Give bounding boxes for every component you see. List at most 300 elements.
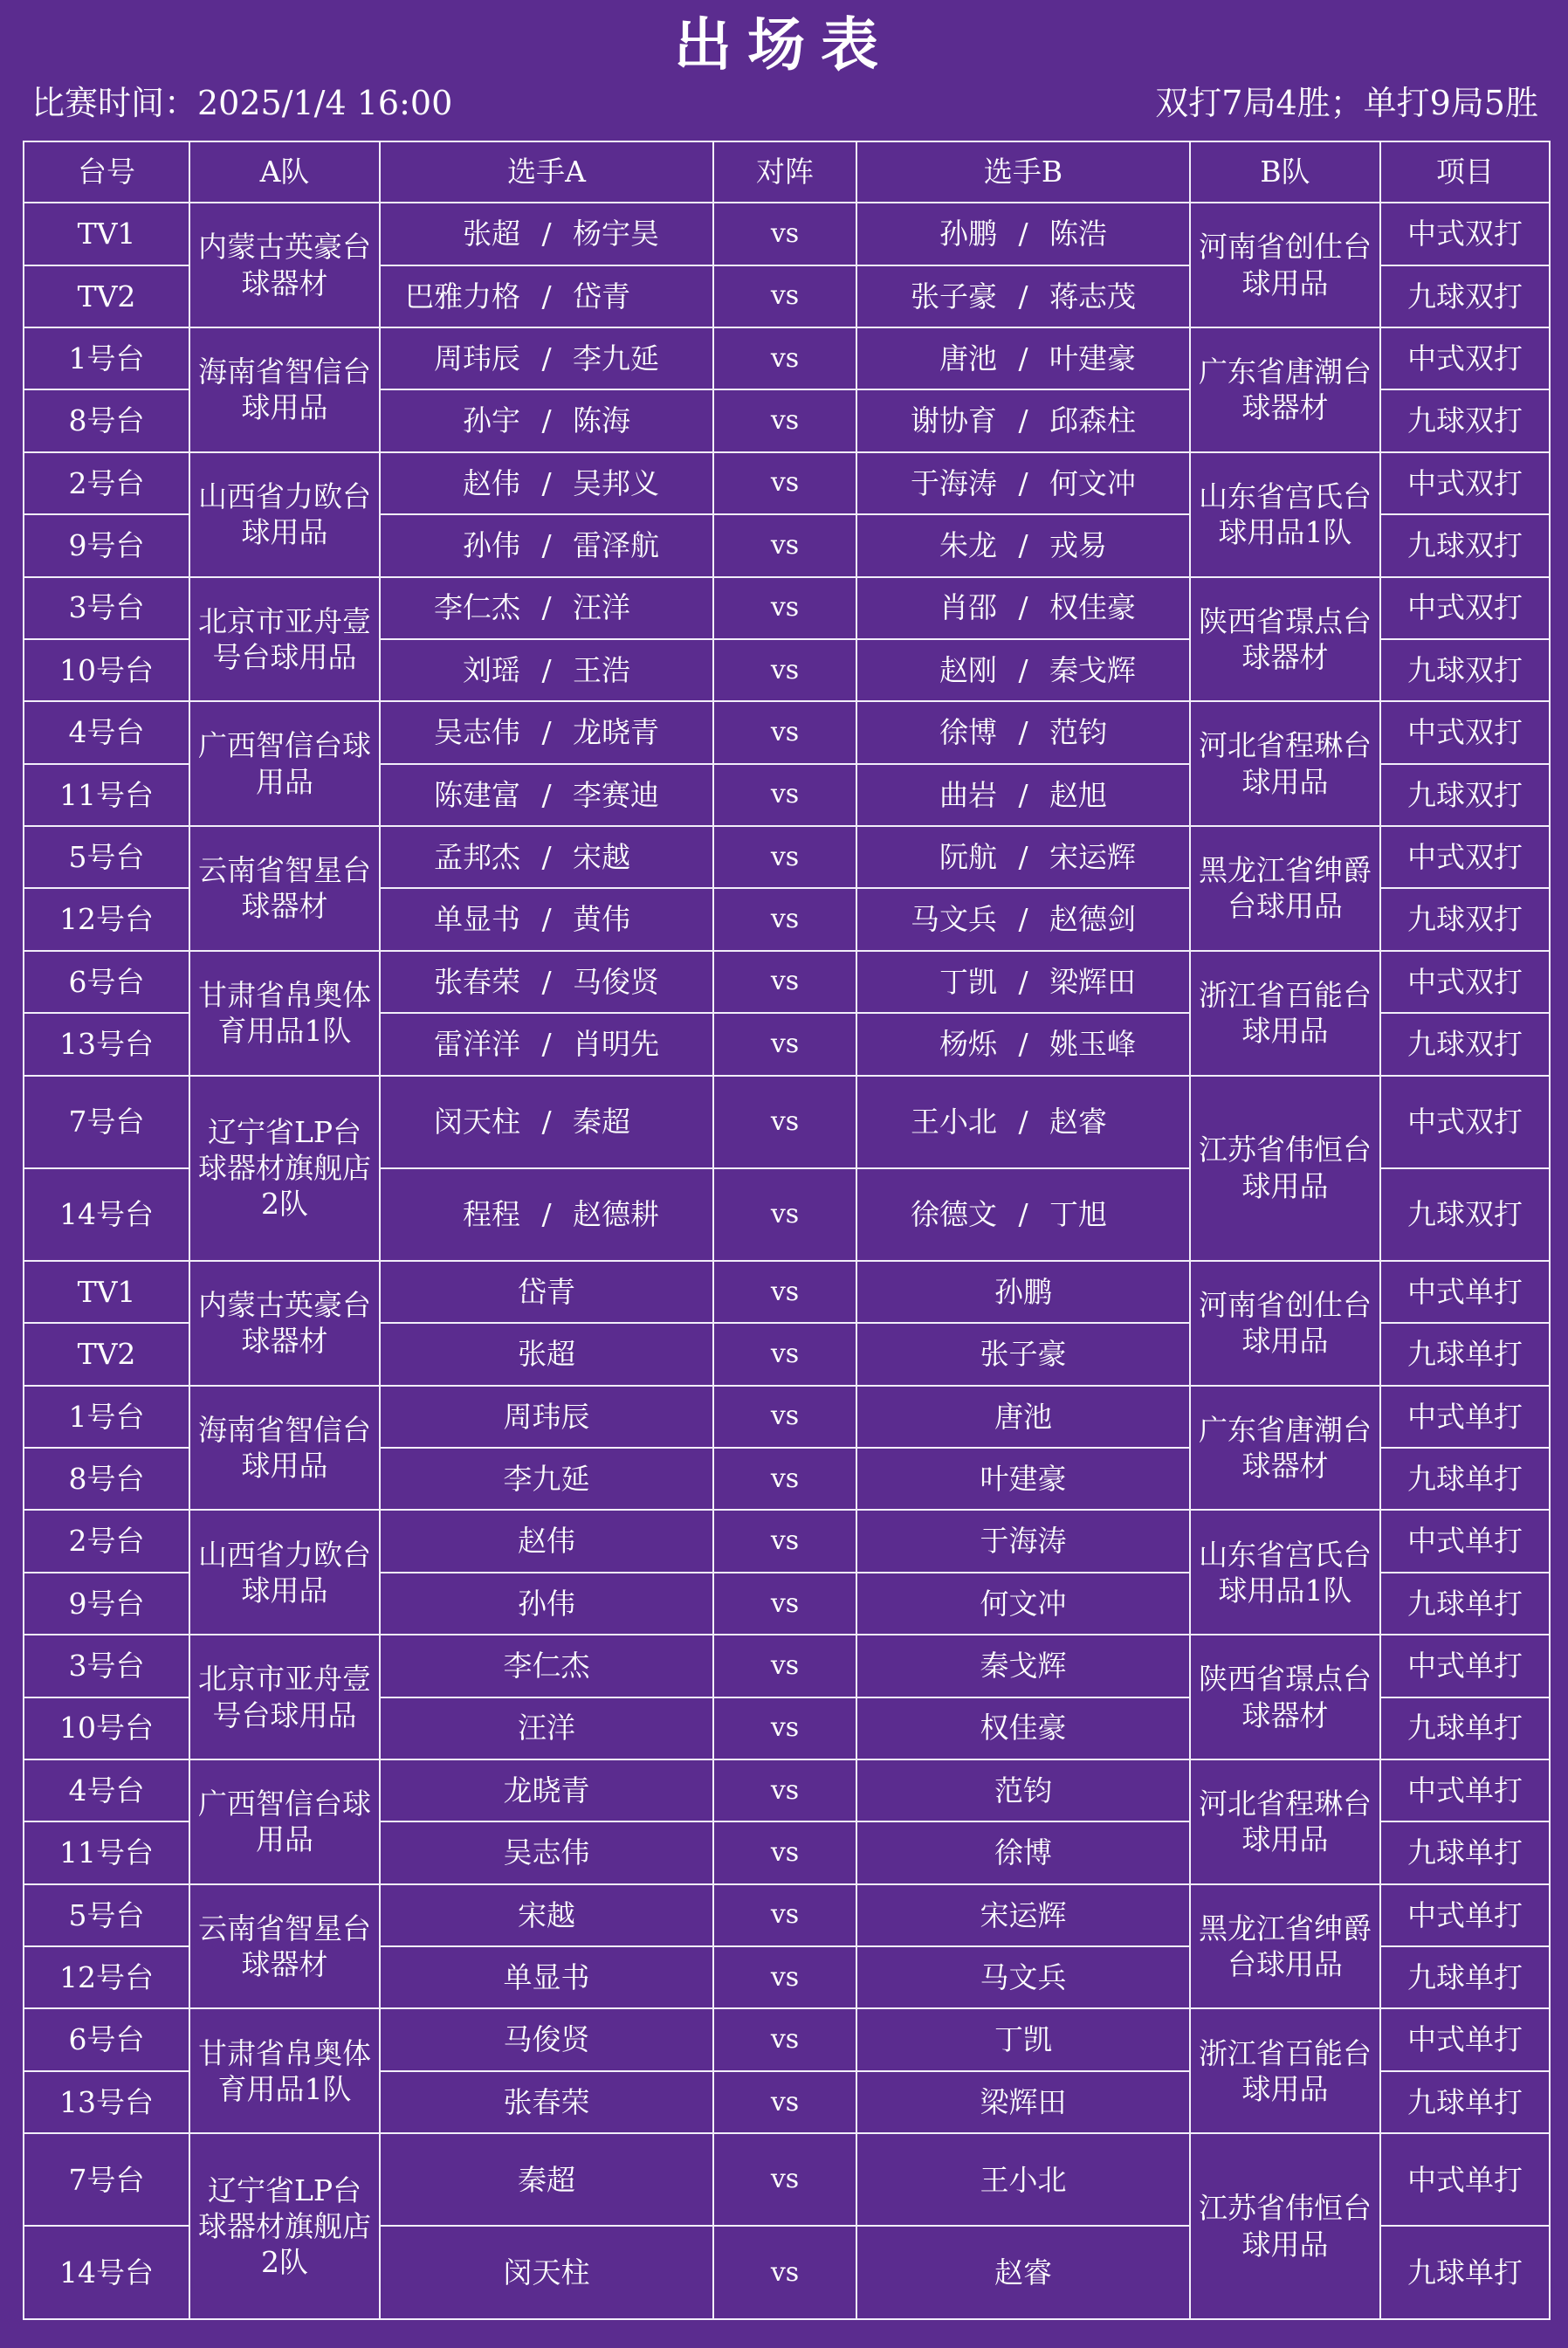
player-b-cell: 宋运辉 <box>856 1884 1190 1946</box>
event-cell: 九球单打 <box>1380 1573 1550 1635</box>
player-b-cell: 秦戈辉 <box>856 1635 1190 1697</box>
player-b2: 戎易 <box>1049 528 1107 563</box>
player-b1: 于海涛 <box>911 465 997 500</box>
player-a-cell: 马俊贤 <box>380 2008 713 2070</box>
players-a-cell <box>380 327 713 389</box>
table-number-cell: TV1 <box>24 1261 189 1323</box>
event-cell: 九球单打 <box>1380 1821 1550 1883</box>
player-a-cell: 秦超 <box>380 2133 713 2226</box>
pair-separator: / <box>1018 528 1028 563</box>
players-b-cell <box>856 327 1190 389</box>
player-a-cell: 李九延 <box>380 1448 713 1510</box>
players-a-cell <box>380 265 713 327</box>
team-a-cell: 广西智信台球用品 <box>189 701 380 826</box>
player-a-cell: 孙伟 <box>380 1573 713 1635</box>
team-a-cell: 内蒙古英豪台球器材 <box>189 1261 380 1386</box>
table-number-cell: 5号台 <box>24 1884 189 1946</box>
event-cell: 九球双打 <box>1380 265 1550 327</box>
table-row <box>24 577 1550 639</box>
player-b-cell: 张子豪 <box>856 1323 1190 1385</box>
team-b-cell: 江苏省伟恒台球用品 <box>1190 2133 1380 2319</box>
table-row <box>24 2008 1550 2070</box>
pair-separator: / <box>541 715 552 750</box>
player-a2: 汪洋 <box>573 590 630 625</box>
player-a-cell: 闵天柱 <box>380 2226 713 2319</box>
table-number-cell: 7号台 <box>24 1076 189 1168</box>
player-b1: 谢协育 <box>911 403 997 438</box>
team-a-cell: 甘肃省帛奥体育用品1队 <box>189 951 380 1076</box>
column-header: 选手B <box>856 141 1190 203</box>
table-number-cell: 5号台 <box>24 826 189 888</box>
table-number-cell: 7号台 <box>24 2133 189 2226</box>
table-row <box>24 1635 1550 1697</box>
players-b-cell <box>856 1168 1190 1261</box>
table-number-cell: 1号台 <box>24 1386 189 1448</box>
player-b1: 杨烁 <box>939 1027 997 1062</box>
lineup-table-body <box>24 141 1550 2319</box>
player-a-cell: 岱青 <box>380 1261 713 1323</box>
player-a1: 陈建富 <box>434 777 520 812</box>
players-b-cell <box>856 203 1190 265</box>
player-b2: 梁辉田 <box>1049 964 1136 999</box>
event-cell: 中式单打 <box>1380 1635 1550 1697</box>
player-b2: 赵旭 <box>1049 777 1107 812</box>
pair-separator: / <box>541 964 552 999</box>
pair-separator: / <box>1018 590 1028 625</box>
player-b-cell: 唐池 <box>856 1386 1190 1448</box>
team-b-cell: 河南省创仕台球用品 <box>1190 203 1380 327</box>
team-b-cell: 陕西省璟点台球器材 <box>1190 577 1380 702</box>
player-a1: 刘瑶 <box>463 652 520 687</box>
player-a1: 程程 <box>463 1197 520 1232</box>
players-a-cell <box>380 764 713 826</box>
player-b1: 孙鹏 <box>939 217 997 251</box>
pair-separator: / <box>1018 279 1028 313</box>
player-a2: 王浩 <box>573 652 630 687</box>
players-b-cell <box>856 701 1190 763</box>
team-b-cell: 山东省宫氏台球用品1队 <box>1190 452 1380 577</box>
player-a2: 龙晓青 <box>573 715 659 750</box>
table-row <box>24 452 1550 514</box>
table-number-cell: 8号台 <box>24 1448 189 1510</box>
players-a-cell <box>380 452 713 514</box>
player-b1: 肖邵 <box>939 590 997 625</box>
player-b2: 陈浩 <box>1049 217 1107 251</box>
team-b-cell: 浙江省百能台球用品 <box>1190 2008 1380 2133</box>
pair-separator: / <box>1018 403 1028 438</box>
event-cell: 九球单打 <box>1380 1448 1550 1510</box>
versus-cell: vs <box>713 265 856 327</box>
team-b-cell: 陕西省璟点台球器材 <box>1190 1635 1380 1759</box>
team-a-cell: 辽宁省LP台球器材旗舰店2队 <box>189 2133 380 2319</box>
team-a-cell: 北京市亚舟壹号台球用品 <box>189 577 380 702</box>
table-number-cell: 11号台 <box>24 1821 189 1883</box>
lineup-table <box>23 141 1551 2320</box>
pair-separator: / <box>1018 217 1028 251</box>
versus-cell: vs <box>713 514 856 576</box>
column-header: 项目 <box>1380 141 1550 203</box>
player-b-cell: 赵睿 <box>856 2226 1190 2319</box>
event-cell: 中式单打 <box>1380 1261 1550 1323</box>
player-a1: 闵天柱 <box>434 1104 520 1139</box>
player-b1: 朱龙 <box>939 528 997 563</box>
player-b1: 王小北 <box>911 1104 997 1139</box>
event-cell: 九球双打 <box>1380 888 1550 950</box>
versus-cell: vs <box>713 1821 856 1883</box>
players-a-cell <box>380 1168 713 1261</box>
player-a-cell: 周玮辰 <box>380 1386 713 1448</box>
versus-cell: vs <box>713 1573 856 1635</box>
players-b-cell <box>856 1013 1190 1075</box>
versus-cell: vs <box>713 701 856 763</box>
player-a2: 马俊贤 <box>573 964 659 999</box>
player-a2: 肖明先 <box>573 1027 659 1062</box>
pair-separator: / <box>541 1027 552 1062</box>
players-b-cell <box>856 764 1190 826</box>
pair-separator: / <box>1018 902 1028 937</box>
page-title: 出场表 <box>674 10 894 79</box>
player-a2: 岱青 <box>573 279 630 313</box>
pair-separator: / <box>541 341 552 375</box>
player-b-cell: 梁辉田 <box>856 2071 1190 2133</box>
pair-separator: / <box>1018 341 1028 375</box>
player-a-cell: 单显书 <box>380 1946 713 2008</box>
versus-cell: vs <box>713 1884 856 1946</box>
versus-cell: vs <box>713 1946 856 2008</box>
player-b1: 张子豪 <box>911 279 997 313</box>
player-b2: 宋运辉 <box>1049 839 1136 874</box>
player-a1: 吴志伟 <box>434 715 520 750</box>
table-number-cell: TV1 <box>24 203 189 265</box>
team-b-cell: 黑龙江省绅爵台球用品 <box>1190 826 1380 951</box>
player-a1: 巴雅力格 <box>405 279 520 313</box>
pair-separator: / <box>1018 964 1028 999</box>
players-b-cell <box>856 639 1190 701</box>
player-b2: 丁旭 <box>1049 1197 1107 1232</box>
match-rule: 双打7局4胜；单打9局5胜 <box>1155 84 1538 122</box>
player-b2: 蒋志茂 <box>1049 279 1136 313</box>
versus-cell: vs <box>713 1448 856 1510</box>
player-b-cell: 孙鹏 <box>856 1261 1190 1323</box>
table-number-cell: 1号台 <box>24 327 189 389</box>
players-a-cell <box>380 701 713 763</box>
pair-separator: / <box>541 902 552 937</box>
table-number-cell: 13号台 <box>24 1013 189 1075</box>
pair-separator: / <box>541 279 552 313</box>
players-a-cell <box>380 888 713 950</box>
player-a-cell: 汪洋 <box>380 1697 713 1759</box>
players-b-cell <box>856 514 1190 576</box>
table-number-cell: 12号台 <box>24 888 189 950</box>
table-row <box>24 1386 1550 1448</box>
players-a-cell <box>380 826 713 888</box>
versus-cell: vs <box>713 1323 856 1385</box>
player-b1: 徐博 <box>939 715 997 750</box>
table-row <box>24 1076 1550 1168</box>
player-a2: 黄伟 <box>573 902 630 937</box>
table-number-cell: 10号台 <box>24 1697 189 1759</box>
player-b1: 阮航 <box>939 839 997 874</box>
player-a1: 李仁杰 <box>434 590 520 625</box>
team-b-cell: 河北省程琳台球用品 <box>1190 701 1380 826</box>
event-cell: 九球双打 <box>1380 514 1550 576</box>
team-a-cell: 北京市亚舟壹号台球用品 <box>189 1635 380 1759</box>
table-number-cell: 10号台 <box>24 639 189 701</box>
players-b-cell <box>856 265 1190 327</box>
event-cell: 九球双打 <box>1380 764 1550 826</box>
event-cell: 中式双打 <box>1380 701 1550 763</box>
column-header: 选手A <box>380 141 713 203</box>
player-a-cell: 宋越 <box>380 1884 713 1946</box>
event-cell: 九球单打 <box>1380 1323 1550 1385</box>
versus-cell: vs <box>713 826 856 888</box>
column-header: A队 <box>189 141 380 203</box>
player-b2: 赵睿 <box>1049 1104 1107 1139</box>
player-a2: 宋越 <box>573 839 630 874</box>
team-b-cell: 浙江省百能台球用品 <box>1190 951 1380 1076</box>
player-b-cell: 丁凯 <box>856 2008 1190 2070</box>
player-b-cell: 叶建豪 <box>856 1448 1190 1510</box>
column-header: 对阵 <box>713 141 856 203</box>
pair-separator: / <box>541 777 552 812</box>
player-b-cell: 何文冲 <box>856 1573 1190 1635</box>
players-b-cell <box>856 951 1190 1013</box>
player-b2: 赵德剑 <box>1049 902 1136 937</box>
player-a-cell: 李仁杰 <box>380 1635 713 1697</box>
versus-cell: vs <box>713 203 856 265</box>
event-cell: 中式双打 <box>1380 577 1550 639</box>
table-number-cell: 14号台 <box>24 2226 189 2319</box>
table-number-cell: 3号台 <box>24 577 189 639</box>
team-a-cell: 海南省智信台球用品 <box>189 327 380 452</box>
player-a2: 赵德耕 <box>573 1197 659 1232</box>
player-a1: 孙宇 <box>463 403 520 438</box>
team-a-cell: 山西省力欧台球用品 <box>189 1510 380 1635</box>
players-a-cell <box>380 639 713 701</box>
event-cell: 中式双打 <box>1380 826 1550 888</box>
event-cell: 中式单打 <box>1380 2008 1550 2070</box>
player-a1: 孟邦杰 <box>434 839 520 874</box>
player-a2: 李九延 <box>573 341 659 375</box>
player-b2: 权佳豪 <box>1049 590 1136 625</box>
versus-cell: vs <box>713 1697 856 1759</box>
team-b-cell: 广东省唐潮台球器材 <box>1190 327 1380 452</box>
player-b2: 叶建豪 <box>1049 341 1136 375</box>
table-number-cell: 3号台 <box>24 1635 189 1697</box>
versus-cell: vs <box>713 639 856 701</box>
table-row <box>24 951 1550 1013</box>
player-b2: 范钧 <box>1049 715 1107 750</box>
event-cell: 中式双打 <box>1380 452 1550 514</box>
table-number-cell: 11号台 <box>24 764 189 826</box>
versus-cell: vs <box>713 1759 856 1821</box>
player-a-cell: 张超 <box>380 1323 713 1385</box>
pair-separator: / <box>1018 839 1028 874</box>
versus-cell: vs <box>713 1168 856 1261</box>
pair-separator: / <box>1018 652 1028 687</box>
event-cell: 中式单打 <box>1380 1510 1550 1572</box>
team-b-cell: 江苏省伟恒台球用品 <box>1190 1076 1380 1261</box>
pair-separator: / <box>541 1197 552 1232</box>
player-a2: 秦超 <box>573 1104 630 1139</box>
player-a-cell: 张春荣 <box>380 2071 713 2133</box>
versus-cell: vs <box>713 1261 856 1323</box>
team-a-cell: 辽宁省LP台球器材旗舰店2队 <box>189 1076 380 1261</box>
column-header: B队 <box>1190 141 1380 203</box>
table-number-cell: 6号台 <box>24 2008 189 2070</box>
player-a1: 孙伟 <box>463 528 520 563</box>
event-cell: 中式双打 <box>1380 327 1550 389</box>
table-row <box>24 1884 1550 1946</box>
event-cell: 中式双打 <box>1380 951 1550 1013</box>
player-a-cell: 吴志伟 <box>380 1821 713 1883</box>
versus-cell: vs <box>713 2008 856 2070</box>
players-a-cell <box>380 203 713 265</box>
versus-cell: vs <box>713 327 856 389</box>
player-b1: 马文兵 <box>911 902 997 937</box>
table-number-cell: 14号台 <box>24 1168 189 1261</box>
player-a2: 杨宇昊 <box>573 217 659 251</box>
team-a-cell: 内蒙古英豪台球器材 <box>189 203 380 327</box>
event-cell: 中式双打 <box>1380 1076 1550 1168</box>
player-a2: 李赛迪 <box>573 777 659 812</box>
event-cell: 九球单打 <box>1380 2226 1550 2319</box>
player-a1: 张超 <box>463 217 520 251</box>
player-b1: 赵刚 <box>939 652 997 687</box>
players-a-cell <box>380 389 713 451</box>
player-b-cell: 徐博 <box>856 1821 1190 1883</box>
player-b-cell: 王小北 <box>856 2133 1190 2226</box>
player-b1: 唐池 <box>939 341 997 375</box>
pair-separator: / <box>541 217 552 251</box>
versus-cell: vs <box>713 1076 856 1168</box>
event-cell: 九球单打 <box>1380 2071 1550 2133</box>
versus-cell: vs <box>713 951 856 1013</box>
pair-separator: / <box>1018 777 1028 812</box>
versus-cell: vs <box>713 1013 856 1075</box>
team-b-cell: 山东省宫氏台球用品1队 <box>1190 1510 1380 1635</box>
match-time: 比赛时间：2025/1/4 16:00 <box>31 84 453 122</box>
player-b1: 丁凯 <box>939 964 997 999</box>
table-row <box>24 327 1550 389</box>
event-cell: 中式单打 <box>1380 1759 1550 1821</box>
table-row <box>24 1510 1550 1572</box>
versus-cell: vs <box>713 389 856 451</box>
table-number-cell: 4号台 <box>24 701 189 763</box>
versus-cell: vs <box>713 452 856 514</box>
team-a-cell: 甘肃省帛奥体育用品1队 <box>189 2008 380 2133</box>
table-number-cell: 9号台 <box>24 514 189 576</box>
table-row <box>24 826 1550 888</box>
pair-separator: / <box>1018 1104 1028 1139</box>
player-a1: 张春荣 <box>434 964 520 999</box>
table-row <box>24 1261 1550 1323</box>
player-b2: 姚玉峰 <box>1049 1027 1136 1062</box>
versus-cell: vs <box>713 2226 856 2319</box>
pair-separator: / <box>541 1104 552 1139</box>
table-number-cell: 12号台 <box>24 1946 189 2008</box>
pair-separator: / <box>541 465 552 500</box>
players-b-cell <box>856 389 1190 451</box>
table-number-cell: TV2 <box>24 1323 189 1385</box>
event-cell: 九球双打 <box>1380 1168 1550 1261</box>
team-b-cell: 河南省创仕台球用品 <box>1190 1261 1380 1386</box>
players-b-cell <box>856 826 1190 888</box>
event-cell: 九球单打 <box>1380 1697 1550 1759</box>
column-header: 台号 <box>24 141 189 203</box>
player-a1: 雷洋洋 <box>434 1027 520 1062</box>
pair-separator: / <box>541 590 552 625</box>
player-a-cell: 龙晓青 <box>380 1759 713 1821</box>
table-row <box>24 1759 1550 1821</box>
versus-cell: vs <box>713 1510 856 1572</box>
versus-cell: vs <box>713 2071 856 2133</box>
table-number-cell: 8号台 <box>24 389 189 451</box>
player-a1: 单显书 <box>434 902 520 937</box>
team-a-cell: 山西省力欧台球用品 <box>189 452 380 577</box>
event-cell: 九球双打 <box>1380 639 1550 701</box>
players-b-cell <box>856 452 1190 514</box>
players-b-cell <box>856 1076 1190 1168</box>
event-cell: 中式单打 <box>1380 1884 1550 1946</box>
team-b-cell: 广东省唐潮台球器材 <box>1190 1386 1380 1511</box>
table-row <box>24 203 1550 265</box>
table-number-cell: 6号台 <box>24 951 189 1013</box>
versus-cell: vs <box>713 764 856 826</box>
versus-cell: vs <box>713 1635 856 1697</box>
table-number-cell: 4号台 <box>24 1759 189 1821</box>
player-a1: 周玮辰 <box>434 341 520 375</box>
player-a-cell: 赵伟 <box>380 1510 713 1572</box>
versus-cell: vs <box>713 1386 856 1448</box>
team-a-cell: 云南省智星台球器材 <box>189 826 380 951</box>
table-number-cell: TV2 <box>24 265 189 327</box>
event-cell: 九球双打 <box>1380 1013 1550 1075</box>
players-a-cell <box>380 577 713 639</box>
player-b1: 徐德文 <box>911 1197 997 1232</box>
player-a1: 赵伟 <box>463 465 520 500</box>
event-cell: 九球双打 <box>1380 389 1550 451</box>
pair-separator: / <box>1018 465 1028 500</box>
pair-separator: / <box>1018 715 1028 750</box>
team-a-cell: 海南省智信台球用品 <box>189 1386 380 1511</box>
pair-separator: / <box>1018 1197 1028 1232</box>
pair-separator: / <box>541 528 552 563</box>
event-cell: 中式单打 <box>1380 1386 1550 1448</box>
player-a2: 雷泽航 <box>573 528 659 563</box>
player-b2: 邱森柱 <box>1049 403 1136 438</box>
pair-separator: / <box>1018 1027 1028 1062</box>
player-b2: 何文冲 <box>1049 465 1136 500</box>
versus-cell: vs <box>713 577 856 639</box>
player-b-cell: 马文兵 <box>856 1946 1190 2008</box>
table-number-cell: 2号台 <box>24 1510 189 1572</box>
table-number-cell: 2号台 <box>24 452 189 514</box>
pair-separator: / <box>541 839 552 874</box>
players-a-cell <box>380 1013 713 1075</box>
player-b2: 秦戈辉 <box>1049 652 1136 687</box>
event-cell: 中式双打 <box>1380 203 1550 265</box>
team-a-cell: 云南省智星台球器材 <box>189 1884 380 2009</box>
team-b-cell: 河北省程琳台球用品 <box>1190 1759 1380 1884</box>
player-a2: 陈海 <box>573 403 630 438</box>
players-a-cell <box>380 1076 713 1168</box>
pair-separator: / <box>541 652 552 687</box>
player-b-cell: 于海涛 <box>856 1510 1190 1572</box>
player-b-cell: 范钧 <box>856 1759 1190 1821</box>
players-b-cell <box>856 888 1190 950</box>
players-b-cell <box>856 577 1190 639</box>
